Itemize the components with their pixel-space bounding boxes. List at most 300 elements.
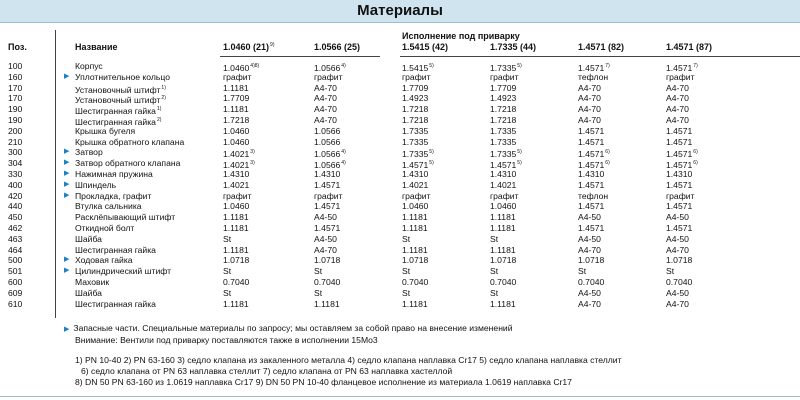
table-row — [0, 180, 800, 191]
material-value: 0.7040 — [490, 276, 517, 287]
table-row — [0, 72, 800, 83]
material-cell — [578, 180, 604, 191]
part-name — [75, 137, 184, 148]
material-value: 1.7335 — [490, 136, 517, 147]
material-footnote: 4)8) — [250, 63, 260, 69]
material-cell — [223, 255, 249, 266]
material-value: 1.4571 — [666, 179, 693, 190]
material-cell — [490, 266, 498, 277]
material-cell — [666, 137, 692, 148]
material-footnote: 6) — [605, 160, 610, 167]
part-name-text: Втулка сальника — [75, 201, 142, 212]
material-footnote: 5) — [429, 63, 434, 69]
footnote-line: 6) седло клапана от PN 63 наплавка стеллит 7) седло клапана от PN 63 наплавка хастеллой — [81, 366, 453, 376]
material-value: A4-70 — [578, 93, 601, 104]
material-cell — [314, 223, 340, 234]
column-header — [578, 42, 624, 52]
material-cell — [490, 137, 516, 148]
material-footnote: 5) — [517, 63, 522, 69]
material-cell — [223, 93, 249, 104]
material-cell — [578, 212, 601, 223]
part-name — [75, 288, 102, 299]
material-value: 1.1181 — [223, 104, 249, 115]
material-cell — [490, 126, 516, 137]
material-value: 1.4571 — [314, 201, 341, 212]
material-value: 1.7335 — [490, 62, 517, 73]
material-cell — [223, 223, 249, 234]
position-number: 420 — [8, 190, 23, 201]
material-value: A4-70 — [666, 104, 689, 115]
material-value: 1.4571 — [578, 125, 605, 136]
material-cell — [314, 83, 337, 94]
material-cell — [578, 83, 601, 94]
material-value: A4-70 — [314, 114, 337, 125]
material-cell — [314, 234, 337, 245]
position-number: 100 — [8, 61, 23, 71]
material-footnote: 5) — [517, 149, 522, 156]
material-value: 1.4571 — [578, 160, 605, 171]
position-number: 170 — [8, 82, 23, 93]
material-cell — [223, 104, 249, 115]
part-name-text: Корпус — [75, 61, 103, 71]
part-name-text: Шпиндель — [75, 179, 117, 190]
part-name-footnote: 1) — [156, 106, 162, 113]
material-value: 1.1181 — [490, 244, 516, 255]
material-footnote: 4) — [341, 160, 346, 167]
material-value: A4-70 — [666, 82, 689, 93]
material-cell — [666, 212, 689, 223]
material-cell — [578, 115, 601, 126]
material-value: 1.0460 — [223, 125, 250, 136]
material-value: графит — [314, 190, 343, 201]
column-header — [490, 42, 536, 52]
header-rule-left — [220, 56, 380, 57]
material-cell — [490, 93, 516, 104]
material-cell — [402, 126, 428, 137]
material-cell — [223, 137, 249, 148]
material-value: графит — [223, 190, 252, 201]
part-name-text: Шайба — [75, 287, 102, 298]
material-cell — [314, 299, 340, 310]
material-value: A4-70 — [314, 93, 337, 104]
material-cell — [223, 212, 249, 223]
material-value: 1.7218 — [402, 114, 429, 125]
part-name — [75, 277, 109, 288]
material-cell — [666, 191, 695, 202]
material-cell — [666, 223, 692, 234]
material-cell — [314, 115, 337, 126]
table-row — [0, 234, 800, 245]
position-number: 463 — [8, 233, 23, 244]
material-value: 1.1181 — [223, 82, 249, 93]
material-cell — [314, 201, 340, 212]
part-name — [75, 61, 103, 72]
column-header — [402, 42, 448, 52]
position-number: 500 — [8, 255, 23, 266]
position-number: 450 — [8, 212, 23, 223]
material-cell — [223, 169, 249, 180]
material-cell — [666, 277, 692, 288]
material-value: A4-70 — [578, 82, 601, 93]
part-name-text: Затвор обратного клапана — [75, 158, 181, 169]
material-value: 1.4021 — [223, 179, 250, 190]
material-cell — [223, 277, 249, 288]
material-value: 0.7040 — [402, 276, 429, 287]
material-cell — [666, 266, 674, 277]
material-value: 1.1181 — [490, 298, 516, 309]
spare-part-arrow-icon: ▶ — [64, 256, 70, 264]
spare-part-arrow-icon: ▶ — [64, 148, 70, 156]
material-value: 1.4571 — [578, 149, 605, 160]
material-value: A4-50 — [314, 233, 337, 244]
materials-table — [0, 61, 800, 309]
material-cell — [402, 277, 428, 288]
material-value: 1.0460 — [402, 201, 429, 212]
material-cell — [578, 277, 604, 288]
material-value: 1.4310 — [578, 168, 605, 179]
material-value: St — [578, 266, 587, 277]
table-row — [0, 83, 800, 94]
material-value: 1.4571 — [402, 160, 429, 171]
page-title: Материалы — [0, 0, 800, 23]
material-value: St — [314, 287, 323, 298]
position-number: 190 — [8, 104, 23, 115]
material-footnote: 6) — [605, 149, 610, 156]
material-cell — [666, 299, 689, 310]
material-value: 1.1181 — [490, 212, 516, 223]
material-cell — [223, 180, 249, 191]
material-cell — [490, 234, 498, 245]
part-name-text: Прокладка, графит — [75, 190, 152, 201]
material-cell — [490, 255, 516, 266]
material-value: 0.7040 — [578, 276, 605, 287]
material-cell — [490, 169, 516, 180]
material-cell — [314, 137, 340, 148]
material-value: 1.7218 — [402, 104, 429, 115]
table-row — [0, 115, 800, 126]
material-cell — [223, 234, 231, 245]
material-value: 1.7335 — [402, 149, 429, 160]
spare-part-arrow-icon: ▶ — [64, 159, 70, 167]
table-row — [0, 126, 800, 137]
material-value: тефлон — [578, 190, 609, 201]
material-value: A4-50 — [314, 212, 337, 223]
material-cell — [490, 223, 516, 234]
table-row — [0, 93, 800, 104]
column-header-label: 1.0460 (21) — [223, 42, 270, 52]
material-cell — [578, 234, 601, 245]
material-cell — [490, 245, 516, 256]
material-cell — [578, 104, 601, 115]
material-cell — [578, 126, 604, 137]
material-value: 1.1181 — [402, 298, 428, 309]
part-name-text: Откидной болт — [75, 222, 135, 233]
material-value: St — [402, 266, 411, 277]
material-value: 1.7709 — [223, 93, 250, 104]
material-cell — [578, 288, 601, 299]
material-cell — [223, 266, 231, 277]
material-cell — [402, 234, 410, 245]
part-name-text: Расклёпывающий штифт — [75, 212, 176, 223]
material-cell — [666, 255, 692, 266]
table-row — [0, 223, 800, 234]
material-value: 1.0566 — [314, 149, 341, 160]
material-footnote: 7) — [693, 63, 698, 69]
material-cell — [402, 212, 428, 223]
material-value: 1.0566 — [314, 62, 341, 73]
material-cell — [666, 245, 689, 256]
material-value: 1.7709 — [490, 82, 517, 93]
material-value: 1.4310 — [314, 168, 341, 179]
material-value: 1.4571 — [578, 201, 605, 212]
material-value: тефлон — [578, 71, 609, 82]
material-cell — [490, 72, 519, 83]
position-number: 160 — [8, 71, 23, 82]
material-cell — [314, 288, 322, 299]
material-cell — [402, 191, 431, 202]
part-name-text: Установочный штифт — [75, 95, 161, 106]
material-value: A4-70 — [314, 244, 337, 255]
material-value: St — [402, 287, 411, 298]
material-value: 1.4571 — [578, 179, 605, 190]
part-name-text: Затвор — [75, 147, 103, 158]
material-cell — [666, 288, 689, 299]
column-header-label: 1.0566 (25) — [314, 42, 361, 52]
part-name — [75, 72, 170, 83]
material-value: 1.4571 — [666, 222, 693, 233]
material-value: St — [223, 266, 232, 277]
material-cell — [402, 266, 410, 277]
material-value: 1.7218 — [490, 114, 517, 125]
material-value: 1.0460 — [223, 201, 250, 212]
material-value: 1.0718 — [490, 255, 517, 266]
material-cell — [314, 255, 340, 266]
material-cell — [223, 299, 249, 310]
spare-part-arrow-icon: ▶ — [64, 72, 70, 80]
material-cell — [490, 288, 498, 299]
header-name: Название — [75, 42, 118, 52]
position-number: 600 — [8, 276, 23, 287]
material-value: 1.0566 — [314, 125, 341, 136]
material-footnote: 7) — [605, 63, 610, 69]
material-value: 1.4571 — [666, 62, 693, 73]
part-name-footnote: 2) — [161, 95, 166, 102]
material-cell — [314, 104, 337, 115]
material-value: St — [490, 266, 499, 277]
part-name — [75, 245, 156, 256]
table-row — [0, 147, 800, 158]
material-cell — [490, 104, 516, 115]
material-cell — [578, 72, 608, 83]
material-value: 1.7335 — [490, 149, 517, 160]
material-value: 1.4571 — [578, 136, 605, 147]
material-value: 1.7335 — [402, 125, 429, 136]
column-header-label: 1.4571 (87) — [666, 42, 713, 52]
part-name-text: Крышка бугеля — [75, 125, 136, 136]
material-cell — [578, 93, 601, 104]
material-value: A4-70 — [666, 298, 689, 309]
material-value: 1.1181 — [223, 222, 249, 233]
part-name-text: Шестигранная гайка — [75, 298, 156, 309]
spare-parts-text: Запасные части. Специальные материалы по запросу; мы оставляем за собой право на внесение изменений — [73, 323, 513, 333]
material-value: графит — [666, 190, 695, 201]
material-cell — [402, 93, 428, 104]
material-cell — [490, 299, 516, 310]
material-cell — [666, 201, 692, 212]
material-cell — [314, 169, 340, 180]
material-value: 1.4571 — [490, 160, 517, 171]
material-cell — [578, 299, 601, 310]
position-number: 330 — [8, 168, 23, 179]
part-name-text: Маховик — [75, 276, 110, 287]
notes — [64, 323, 513, 346]
material-value: графит — [490, 71, 519, 82]
table-row — [0, 255, 800, 266]
material-cell — [314, 266, 322, 277]
header-group: Исполнение под приварку — [402, 31, 520, 41]
material-cell — [666, 83, 689, 94]
material-cell — [223, 115, 249, 126]
part-name — [75, 158, 180, 169]
position-number: 170 — [8, 93, 23, 104]
material-cell — [402, 83, 428, 94]
material-value: 0.7040 — [666, 276, 693, 287]
material-value: 1.0460 — [223, 62, 250, 73]
material-footnote: 5) — [517, 160, 522, 167]
material-cell — [666, 72, 695, 83]
material-value: 1.4571 — [666, 149, 693, 160]
material-cell — [490, 115, 516, 126]
part-name-text: Ходовая гайка — [75, 255, 133, 266]
material-value: A4-50 — [578, 233, 601, 244]
material-footnote: 6) — [693, 160, 698, 167]
material-cell — [402, 72, 431, 83]
material-cell — [490, 212, 516, 223]
material-value: 1.4571 — [666, 136, 693, 147]
material-cell — [578, 201, 604, 212]
material-value: A4-70 — [314, 104, 337, 115]
material-value: графит — [402, 71, 431, 82]
material-cell — [402, 180, 428, 191]
position-number: 210 — [8, 136, 23, 147]
material-cell — [490, 277, 516, 288]
part-name-text: Нажимная пружина — [75, 168, 153, 179]
part-name — [75, 212, 175, 223]
material-cell — [314, 180, 340, 191]
attention-note: Внимание: Вентили под приварку поставляются также в исполнении 15Mo3 — [75, 335, 378, 345]
table-row — [0, 201, 800, 212]
material-value: 1.4571 — [578, 62, 605, 73]
material-value: графит — [223, 71, 252, 82]
arrow-icon: ▶ — [64, 326, 70, 333]
material-value: A4-50 — [666, 287, 689, 298]
material-value: A4-70 — [314, 82, 337, 93]
column-header-label: 1.4571 (82) — [578, 42, 625, 52]
material-cell — [402, 169, 428, 180]
material-cell — [402, 104, 428, 115]
spare-part-arrow-icon: ▶ — [64, 180, 70, 188]
position-number: 440 — [8, 201, 23, 212]
part-name-text: Цилиндрический штифт — [75, 266, 172, 277]
part-name-text: Уплотнительное кольцо — [75, 71, 170, 82]
material-cell — [402, 201, 428, 212]
table-row — [0, 266, 800, 277]
material-value: 1.1181 — [223, 298, 249, 309]
material-value: 1.4310 — [490, 168, 517, 179]
material-cell — [223, 245, 249, 256]
material-cell — [666, 93, 689, 104]
material-value: St — [490, 233, 499, 244]
material-footnote: 4) — [341, 149, 346, 156]
material-value: 0.7040 — [223, 276, 250, 287]
material-cell — [314, 93, 337, 104]
material-value: 1.7709 — [402, 82, 429, 93]
material-value: 1.4571 — [314, 179, 341, 190]
header-pos: Поз. — [8, 42, 27, 52]
table-row — [0, 158, 800, 169]
table-row — [0, 212, 800, 223]
material-value: 1.7335 — [490, 125, 517, 136]
material-value: St — [402, 233, 411, 244]
table-row — [0, 299, 800, 310]
material-cell — [666, 234, 689, 245]
material-value: A4-70 — [578, 298, 601, 309]
material-cell — [578, 255, 604, 266]
material-value: 1.0566 — [314, 136, 341, 147]
material-cell — [490, 180, 516, 191]
material-value: графит — [402, 190, 431, 201]
material-cell — [666, 169, 692, 180]
material-cell — [314, 245, 337, 256]
column-header — [223, 42, 275, 52]
part-name — [75, 255, 133, 266]
material-value: графит — [490, 190, 519, 201]
material-cell — [402, 255, 428, 266]
material-cell — [578, 137, 604, 148]
column-header — [314, 42, 360, 52]
material-cell — [402, 223, 428, 234]
material-footnote: 6) — [693, 149, 698, 156]
part-name-text: Шестигранная гайка — [75, 106, 156, 117]
material-cell — [578, 245, 601, 256]
material-value: 0.7040 — [314, 276, 341, 287]
column-header — [666, 42, 712, 52]
material-cell — [223, 191, 252, 202]
part-name-footnote: 1) — [161, 84, 166, 91]
material-value: 1.1181 — [402, 244, 428, 255]
material-value: 1.7218 — [490, 104, 517, 115]
material-cell — [490, 201, 516, 212]
table-row — [0, 104, 800, 115]
material-value: 1.4923 — [402, 93, 429, 104]
part-name — [75, 201, 142, 212]
material-footnote: 5) — [429, 149, 434, 156]
position-number: 610 — [8, 298, 23, 309]
material-value: St — [490, 287, 499, 298]
spare-parts-note — [64, 323, 513, 335]
material-cell — [223, 126, 249, 137]
material-value: 1.4310 — [666, 168, 693, 179]
material-value: St — [314, 266, 323, 277]
material-value: 1.4571 — [314, 222, 341, 233]
material-cell — [402, 137, 428, 148]
material-value: 1.0460 — [490, 201, 517, 212]
table-row — [0, 137, 800, 148]
material-value: 1.1181 — [223, 244, 249, 255]
material-cell — [314, 277, 340, 288]
material-cell — [666, 104, 689, 115]
part-name — [75, 126, 135, 137]
